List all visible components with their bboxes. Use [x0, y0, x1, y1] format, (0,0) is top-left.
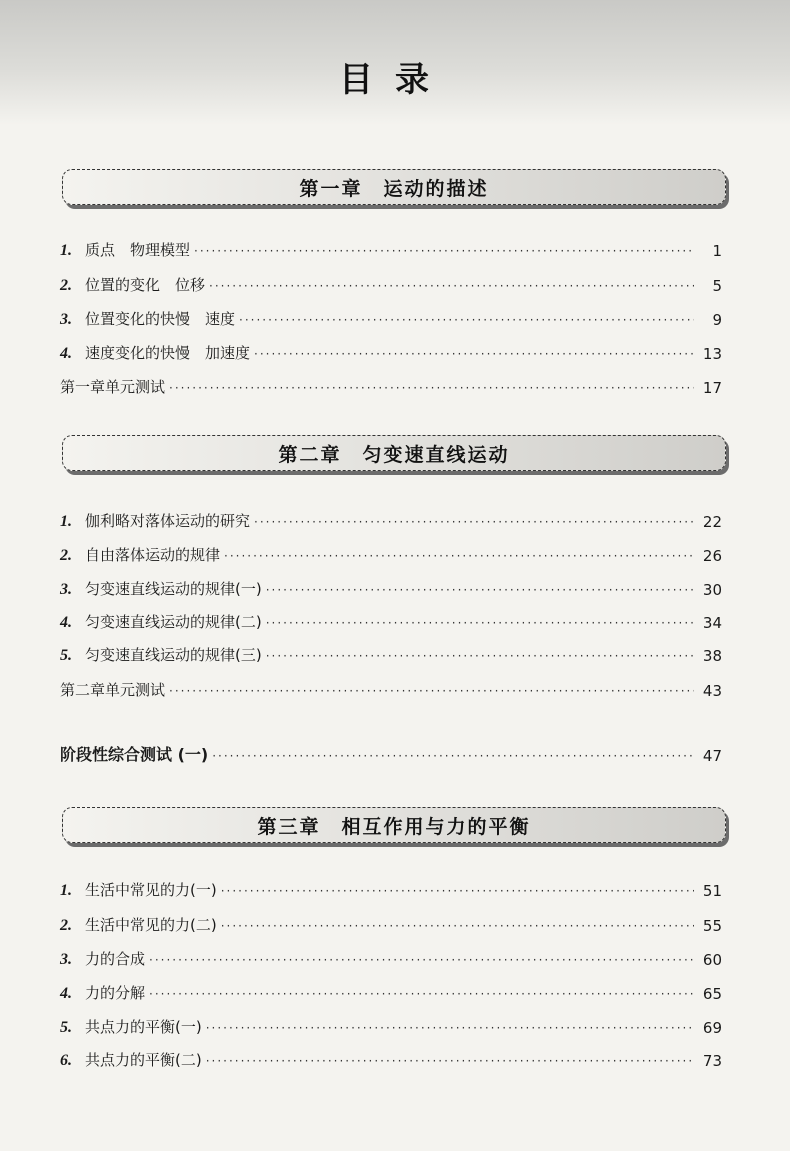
entry-page: 5	[712, 277, 722, 295]
entry-label: 生活中常见的力(二)	[85, 916, 217, 934]
toc-entry[interactable]	[60, 271, 722, 295]
entry-label: 生活中常见的力(一)	[85, 881, 217, 899]
chapter-3-header[interactable]	[62, 807, 726, 843]
leader-dots	[169, 682, 694, 700]
stage-test-entry[interactable]	[60, 741, 722, 765]
entry-label: 第二章单元测试	[60, 681, 166, 699]
entry-page: 17	[702, 379, 722, 397]
chapter-2-header[interactable]	[62, 435, 726, 471]
entry-label: 共点力的平衡(一)	[85, 1018, 202, 1036]
entry-label: 匀变速直线运动的规律(三)	[85, 646, 262, 664]
entry-number: 4.	[60, 345, 72, 362]
leader-dots	[194, 242, 694, 260]
entry-number: 3.	[60, 581, 72, 598]
entry-number: 1.	[60, 242, 72, 259]
entry-number: 1.	[60, 882, 72, 899]
entry-page: 69	[702, 1019, 722, 1037]
leader-dots	[239, 311, 694, 329]
entry-label: 位置变化的快慢 速度	[85, 310, 236, 328]
toc-entry[interactable]	[60, 339, 722, 363]
entry-label: 匀变速直线运动的规律(一)	[85, 580, 262, 598]
entry-page: 73	[702, 1052, 722, 1070]
leader-dots	[254, 513, 694, 531]
leader-dots	[224, 547, 694, 565]
toc-entry[interactable]	[60, 1013, 722, 1037]
toc-entry[interactable]	[60, 945, 722, 969]
entry-number: 4.	[60, 614, 72, 631]
entry-label: 力的合成	[85, 950, 146, 968]
leader-dots	[221, 882, 694, 900]
entry-number: 3.	[60, 951, 72, 968]
entry-label: 阶段性综合测试 (一)	[60, 745, 209, 764]
entry-page: 55	[702, 917, 722, 935]
entry-page: 65	[702, 985, 722, 1003]
entry-number: 2.	[60, 917, 72, 934]
leader-dots	[212, 747, 694, 765]
entry-label: 伽利略对落体运动的研究	[85, 512, 251, 530]
entry-page: 30	[702, 581, 722, 599]
leader-dots	[169, 379, 694, 397]
entry-page: 9	[712, 311, 722, 329]
entry-page: 43	[702, 682, 722, 700]
entry-page: 1	[712, 242, 722, 260]
leader-dots	[221, 917, 694, 935]
leader-dots	[149, 985, 694, 1003]
leader-dots	[266, 581, 694, 599]
entry-number: 5.	[60, 647, 72, 664]
leader-dots	[149, 951, 694, 969]
entry-page: 22	[702, 513, 722, 531]
entry-number: 6.	[60, 1052, 72, 1069]
chapter-3-title: 第三章 相互作用与力的平衡	[257, 815, 531, 838]
unit-test-entry[interactable]	[60, 373, 722, 397]
entry-page: 13	[702, 345, 722, 363]
entry-label: 第一章单元测试	[60, 378, 166, 396]
entry-page: 34	[702, 614, 722, 632]
toc-entry[interactable]	[60, 911, 722, 935]
entry-number: 2.	[60, 277, 72, 294]
entry-page: 60	[702, 951, 722, 969]
chapter-1-header[interactable]	[62, 169, 726, 205]
entry-label: 共点力的平衡(二)	[85, 1051, 202, 1069]
toc-entry[interactable]	[60, 979, 722, 1003]
toc-entry[interactable]	[60, 608, 722, 632]
leader-dots	[266, 614, 694, 632]
entry-number: 3.	[60, 311, 72, 328]
toc-entry[interactable]	[60, 541, 722, 565]
entry-label: 质点 物理模型	[85, 241, 191, 259]
leader-dots	[206, 1052, 694, 1070]
entry-page: 38	[702, 647, 722, 665]
toc-entry[interactable]	[60, 876, 722, 900]
toc-entry[interactable]	[60, 507, 722, 531]
chapter-2-title: 第二章 匀变速直线运动	[278, 443, 510, 466]
leader-dots	[254, 345, 694, 363]
unit-test-entry[interactable]	[60, 676, 722, 700]
entry-number: 4.	[60, 985, 72, 1002]
leader-dots	[266, 647, 694, 665]
entry-number: 2.	[60, 547, 72, 564]
entry-label: 位置的变化 位移	[85, 276, 206, 294]
toc-entry[interactable]	[60, 641, 722, 665]
toc-entry[interactable]	[60, 305, 722, 329]
entry-page: 26	[702, 547, 722, 565]
entry-label: 力的分解	[85, 984, 146, 1002]
entry-label: 自由落体运动的规律	[85, 546, 221, 564]
entry-number: 5.	[60, 1019, 72, 1036]
toc-entry[interactable]	[60, 236, 722, 260]
entry-page: 51	[702, 882, 722, 900]
entry-label: 速度变化的快慢 加速度	[85, 344, 251, 362]
entry-label: 匀变速直线运动的规律(二)	[85, 613, 262, 631]
leader-dots	[206, 1019, 694, 1037]
chapter-1-title: 第一章 运动的描述	[299, 177, 489, 200]
entry-number: 1.	[60, 513, 72, 530]
leader-dots	[209, 277, 694, 295]
toc-entry[interactable]	[60, 1046, 722, 1070]
entry-page: 47	[702, 747, 722, 765]
page-title: 目录	[339, 60, 451, 100]
toc-entry[interactable]	[60, 575, 722, 599]
